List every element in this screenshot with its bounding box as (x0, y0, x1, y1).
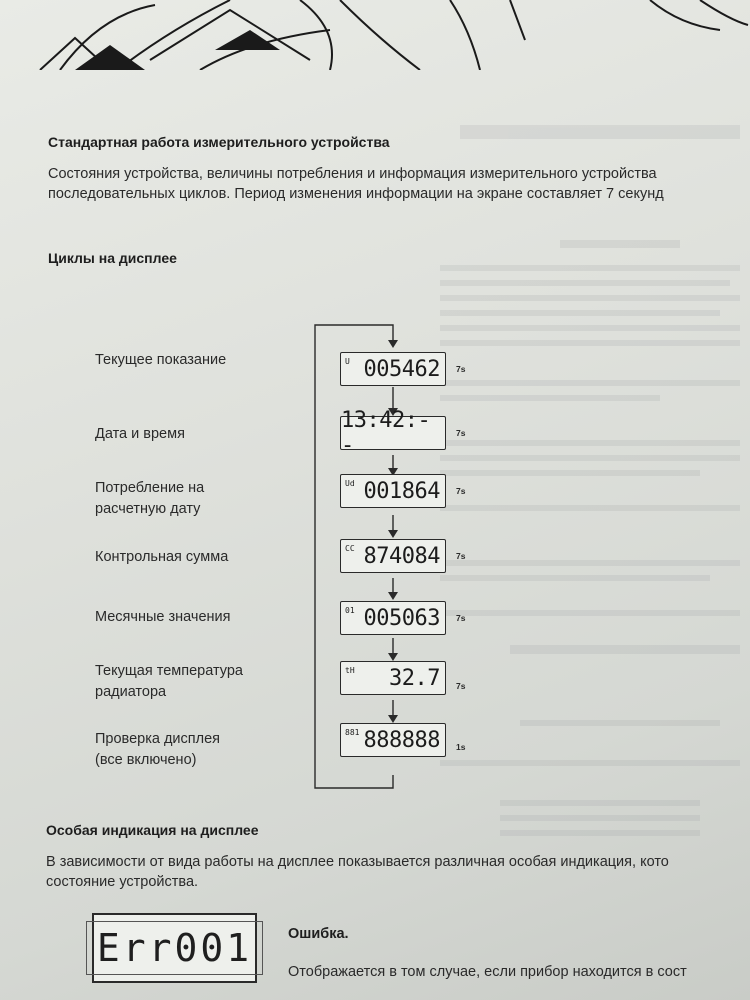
lcd-display-checksum: CC 874084 (340, 539, 446, 573)
cycle-duration: 7s (456, 486, 466, 496)
lcd-display-date-time: 13:42:-- (340, 416, 446, 450)
cycle-label-current-reading: Текущее показание (95, 352, 227, 368)
lcd-display-error: Err001 (92, 913, 257, 983)
cycle-duration: 7s (456, 613, 466, 623)
lcd-display-radiator-temperature: tH 32.7 (340, 661, 446, 695)
standard-operation-text-line-1: Состояния устройства, величины потребления и информация измерительного устройства (48, 166, 657, 182)
lcd-display-current-reading: U 005462 (340, 352, 446, 386)
lcd-display-billing-date-consumption: Ud 001864 (340, 474, 446, 508)
cycle-label-monthly-values: Месячные значения (95, 609, 231, 625)
cycle-label-date-time: Дата и время (95, 426, 185, 442)
cycle-label-billing-date-consumption: Потребление на расчетную дату (95, 480, 205, 517)
cycle-label-checksum: Контрольная сумма (95, 549, 229, 565)
cycle-duration: 7s (456, 428, 466, 438)
cycle-duration: 7s (456, 364, 466, 374)
special-indication-text-line-2: состояние устройства. (46, 874, 199, 890)
cycle-duration: 7s (456, 681, 466, 691)
section-title-special-indication: Особая индикация на дисплее (46, 822, 259, 838)
cycle-label-radiator-temperature: Текущая температура радиатора (95, 663, 243, 700)
lcd-display-test-all-on: 881 888888 (340, 723, 446, 757)
section-title-standard-operation: Стандартная работа измерительного устройства (48, 134, 390, 150)
section-title-display-cycles: Циклы на дисплее (48, 250, 177, 266)
standard-operation-text-line-2: последовательных циклов. Период изменения информации на экране составляет 7 секунд (48, 186, 664, 202)
special-indication-text-line-1: В зависимости от вида работы на дисплее показывается различная особая индикация, кото (46, 854, 669, 870)
cycle-label-display-test: Проверка дисплея (все включено) (95, 731, 221, 768)
cycle-duration: 7s (456, 551, 466, 561)
lcd-display-monthly-values: 01 005063 (340, 601, 446, 635)
error-description: Отображается в том случае, если прибор находится в сост (288, 964, 687, 980)
cycle-duration: 1s (456, 742, 466, 752)
error-title: Ошибка. (288, 926, 349, 942)
